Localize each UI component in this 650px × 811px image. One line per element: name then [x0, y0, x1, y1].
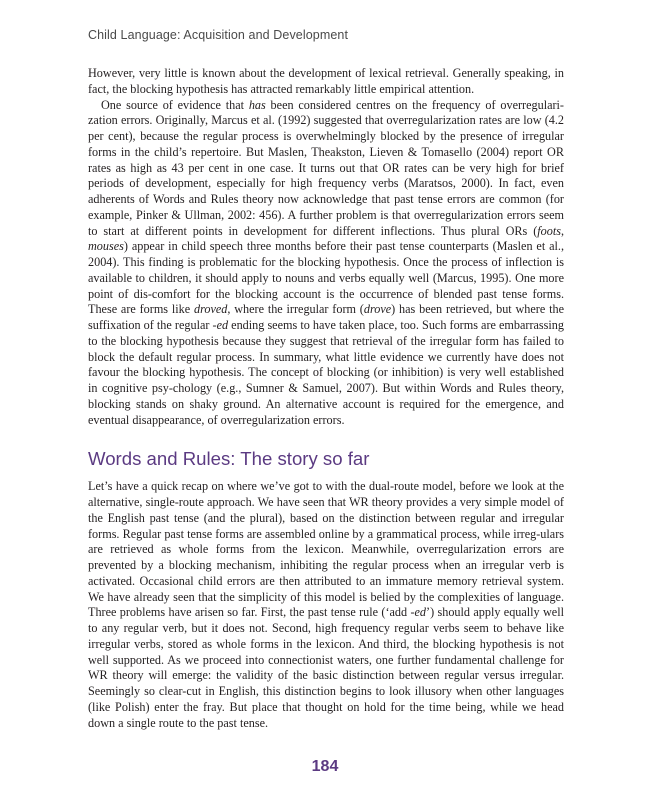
text-run: ,	[560, 223, 564, 238]
text-run: been considered centres on the frequency of overregulari-zation errors. Originally, Marcus et al. (1992) suggested that overregularization rates are low (4.2 per cent), because the regular process is overwhelmingly blocked by the presence of irregular forms in the child’s repertoire. But Maslen, Theakston, Lieven & Tomasello (2004) report OR rates as high as 43 per cent in one case. It turns out that OR rates can be very high for brief periods of development, especially for high frequency verbs (Maratsos, 2000). In fact, even adherents of Words and Rules theory now acknowledge that past tense errors are common (for example, Pinker & Ullman, 2002: 456). A further problem is that overregularization errors seem to start at different points in development for different inflections. Thus plural ORs (	[88, 97, 564, 238]
italic-term: -ed	[410, 605, 427, 620]
text-run: One source of evidence that	[101, 97, 249, 112]
italic-term: drove	[363, 302, 392, 317]
italic-term: -ed	[212, 318, 229, 332]
text-run: ending seems to have taken place, too. Such forms are embarrassing to the blocking hypothesis because they suggest that retrieval of the irregular form has failed to block the default regular process. In summary, what little evidence we currently have does not favour the blocking hypothesis. The concept of blocking (or inhibition) is very well established in cognitive psy-chology (e.g., Sumner & Samuel, 2007). But within Words and Rules theory, blocking stands on shaky ground. An alternative account is required for the emergence, and eventual disappearance, of overregularization errors.	[88, 318, 564, 427]
italic-term: foots	[537, 223, 561, 238]
page-number: 184	[311, 758, 339, 775]
paragraph	[88, 98, 564, 429]
text-run: Let’s have a quick recap on where we’ve got to with the dual-route model, before we look at the alternative, single-route approach. We have seen that WR theory provides a very simple model of the English past tense (and the plural), based on the distinction between regular and irregular forms. Regular past tense forms are assembled online by a grammatical process, while irreg-ulars are retrieved as whole forms from the lexicon. Meanwhile, overregularization errors are prevented by a blocking mechanism, inhibiting the regular process when an irregular verb is activated. Occasional child errors are then attributed to an immature memory retrieval system. We have already seen that the simplicity of this model is belied by the complexities of language. Three problems have arisen so far. First, the past tense rule (‘add	[88, 479, 564, 620]
text-run: , where the irregular form (	[227, 302, 364, 317]
body-text	[88, 66, 564, 731]
paragraph	[88, 479, 564, 731]
text-run: However, very little is known about the development of lexical retrieval. Generally speaking, in fact, the blocking hypothesis has attracted remarkably little empirical attention.	[88, 66, 564, 96]
running-head: Child Language: Acquisition and Development	[88, 28, 349, 42]
text-run: ’) should apply equally well to any regular verb, but it does not. Second, high frequency regular verbs seem to behave like irregular verbs, stored as whole forms in the lexicon. And third, the blocking hypothesis is not well supported. As we proceed into connectionist waters, one further fundamental challenge for WR theory will emerge: the validity of the basic distinction between regular versus irregular. Seemingly so clear-cut in English, this distinction begins to look illusory when other languages (like Polish) enter the fray. But place that thought on hold for the time being, while we head down a single route to the past tense.	[88, 605, 564, 730]
italic-term: mouses	[88, 239, 124, 254]
section-heading: Words and Rules: The story so far	[88, 448, 370, 470]
italic-term: has	[248, 97, 266, 112]
text-run: ) appear in child speech three months before their past tense counterparts (Maslen et al., 2004). This finding is problematic for the blocking hypothesis. Once the process of inflection is available to children, it should apply to nouns and verbs equally well (Marcus, 1995). One more point of dis-comfort for the blocking account is the occurrence of blended past tense forms. These are forms like	[88, 239, 564, 317]
text-run: ) has been retrieved, but where the suffixation of the regular	[88, 302, 564, 332]
italic-term: droved	[193, 302, 228, 317]
paragraph	[88, 66, 564, 98]
